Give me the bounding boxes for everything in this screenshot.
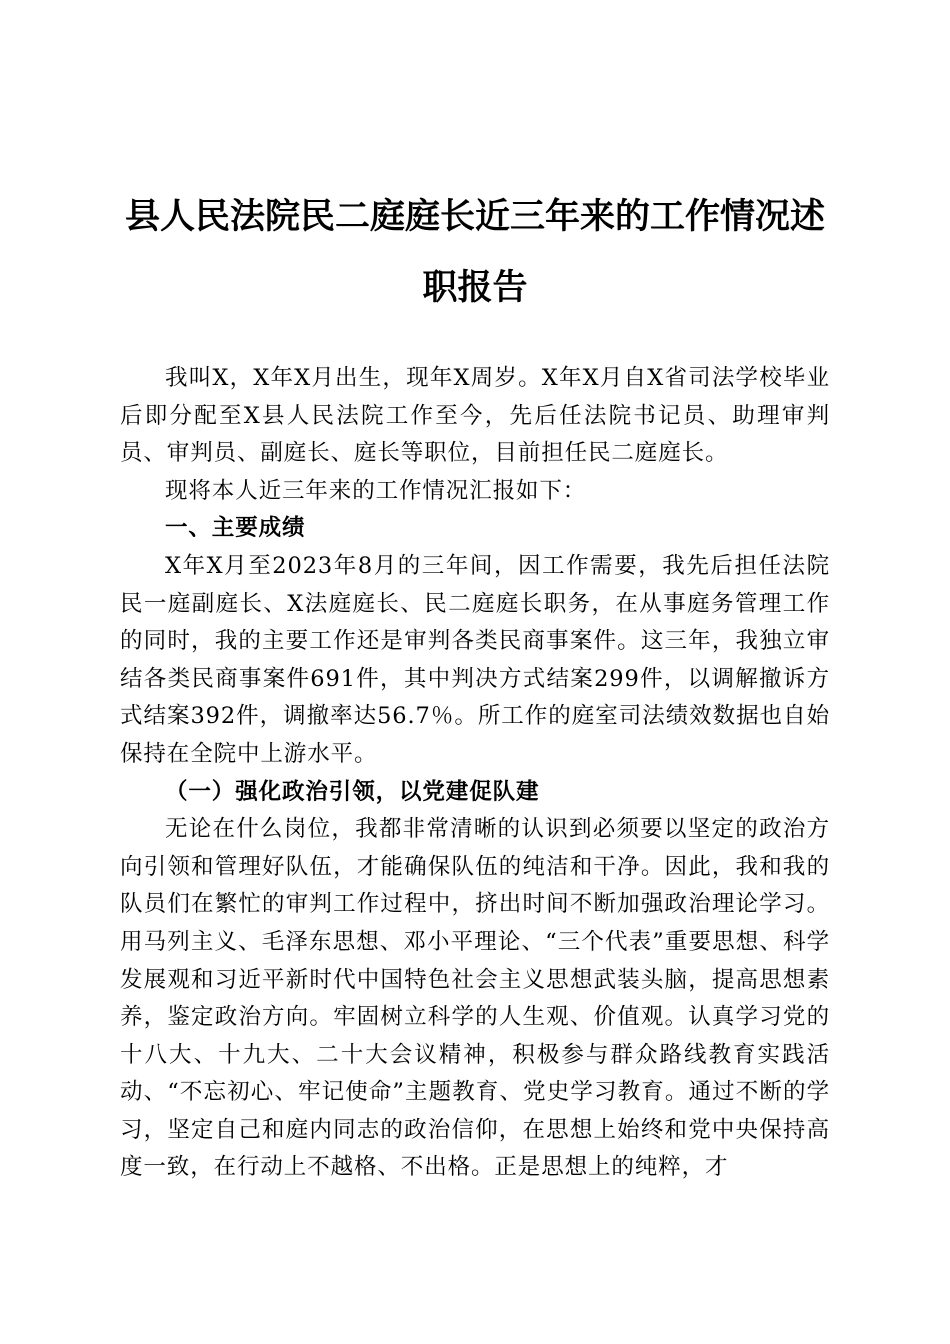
document-title-line-2: 职报告 (422, 267, 528, 308)
report-lead-paragraph: 现将本人近三年来的工作情况汇报如下： (165, 477, 587, 504)
section-heading-main-achievements: 一、主要成绩 (165, 515, 306, 542)
document-title-line-1: 县人民法院民二庭庭长近三年来的工作情况述 (124, 196, 825, 237)
political-guidance-paragraph: 无论在什么岗位，我都非常清晰的认识到必须要以坚定的政治方向引领和管理好队伍，才能确保队伍的纯洁和干净。因此，我和我的队员们在繁忙的审判工作过程中，挤出时间不断加强政治理论学习。用马列主义、毛泽东思想、邓小平理论、“三个代表”重要思想、科学发展观和习近平新时代中国特色社会主义思想武装头脑，提高思想素养，鉴定政治方向。牢固树立科学的人生观、价值观。认真学习党的十八大、十九大、二十大会议精神，积极参与群众路线教育实践活动、“不忘初心、牢记使命”主题教育、党史学习教育。通过不断的学习，坚定自己和庭内同志的政治信仰，在思想上始终和党中央保持高度一致，在行动上不越格、不出格。正是思想上的纯粹，才 (120, 816, 830, 1181)
document-body (120, 360, 830, 1187)
achievements-paragraph: X年X月至2023年8月的三年间，因工作需要，我先后担任法院民一庭副庭长、X法庭庭长、民二庭庭长职务，在从事庭务管理工作的同时，我的主要工作还是审判各类民商事案件。这三年，我独立审结各类民商事案件691件，其中判决方式结案299件，以调解撤诉方式结案392件，调撤率达56.7％。所工作的庭室司法绩效数据也自始保持在全院中上游水平。 (120, 552, 830, 767)
intro-paragraph: 我叫X，X年X月出生，现年X周岁。X年X月自X省司法学校毕业后即分配至X县人民法院工作至今，先后任法院书记员、助理审判员、审判员、副庭长、庭长等职位，目前担任民二庭庭长。 (120, 365, 830, 467)
subsection-heading-political-guidance: （一）强化政治引领，以党建促队建 (165, 778, 540, 805)
